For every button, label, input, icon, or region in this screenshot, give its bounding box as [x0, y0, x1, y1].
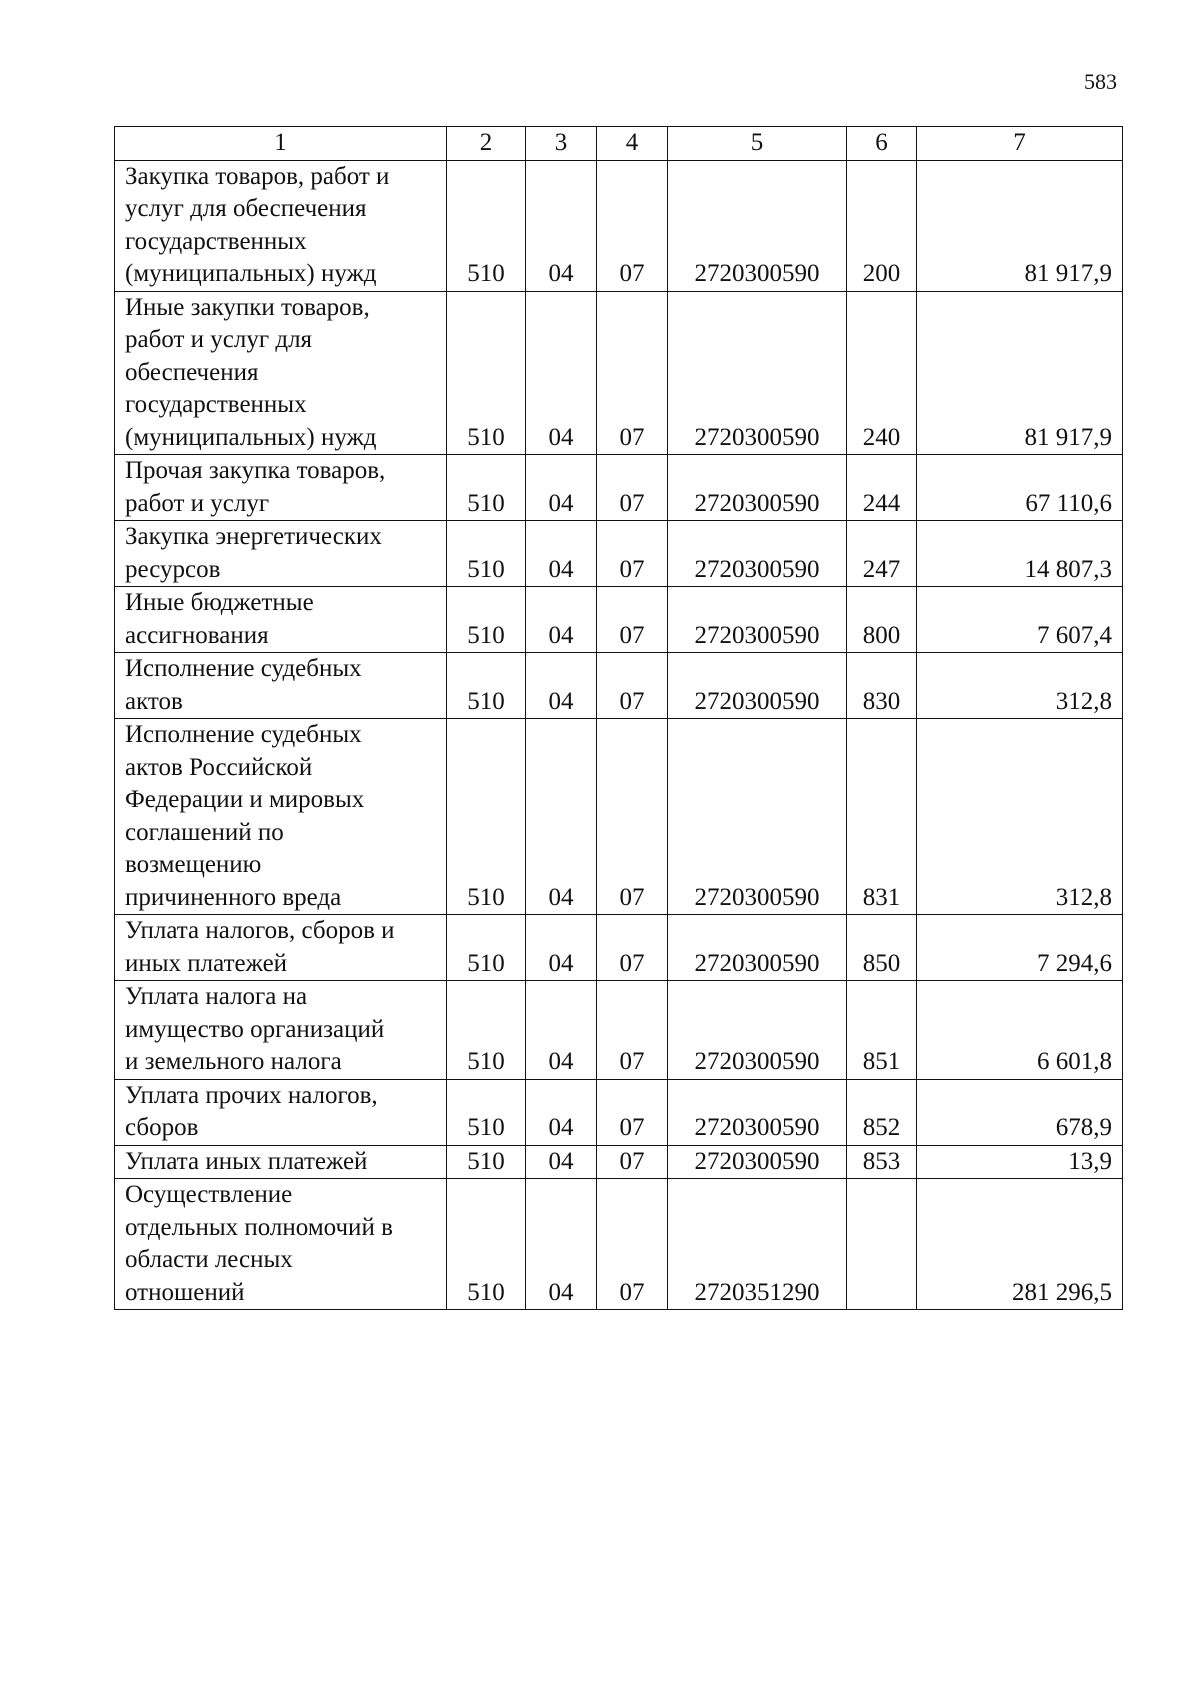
expense-name-line: государственных — [125, 227, 307, 255]
column-3-cell: 04 — [526, 521, 597, 587]
table-row — [115, 291, 1123, 455]
table-row — [115, 587, 1123, 653]
expense-name-cell — [115, 653, 447, 719]
expense-name-line: (муниципальных) нужд — [125, 423, 377, 451]
expense-name-cell — [115, 1079, 447, 1145]
amount-cell: 6 601,8 — [917, 981, 1123, 1080]
expense-name-line: Уплата налогов, сборов и — [125, 917, 395, 944]
amount-cell: 678,9 — [917, 1079, 1123, 1145]
table-row — [115, 1179, 1123, 1310]
expense-name-line: услуг для обеспечения — [125, 195, 367, 222]
column-6-cell: 831 — [847, 719, 917, 915]
column-2-cell: 510 — [447, 1179, 526, 1310]
column-header-6: 6 — [847, 127, 917, 161]
column-4-cell: 07 — [597, 719, 668, 915]
table-row — [115, 915, 1123, 981]
expense-name-cell — [115, 291, 447, 455]
expense-name-line: ассигнования — [125, 621, 269, 649]
expense-name-cell — [115, 981, 447, 1080]
column-5-cell: 2720300590 — [668, 719, 847, 915]
table-row — [115, 653, 1123, 719]
table-body — [115, 160, 1123, 1310]
expense-name-line: Прочая закупка товаров, — [125, 457, 386, 484]
column-6-cell: 200 — [847, 160, 917, 291]
amount-cell: 281 296,5 — [917, 1179, 1123, 1310]
column-header-3: 3 — [526, 127, 597, 161]
expense-name-cell — [115, 1179, 447, 1310]
column-2-cell: 510 — [447, 981, 526, 1080]
column-2-cell: 510 — [447, 719, 526, 915]
column-6-cell: 850 — [847, 915, 917, 981]
column-header-1: 1 — [115, 127, 447, 161]
column-5-cell: 2720300590 — [668, 455, 847, 521]
column-6-cell: 800 — [847, 587, 917, 653]
column-3-cell: 04 — [526, 719, 597, 915]
header-row — [115, 127, 1123, 161]
expense-name-line: сборов — [125, 1114, 199, 1141]
expense-name-line: Уплата прочих налогов, — [125, 1081, 378, 1109]
amount-cell: 312,8 — [917, 653, 1123, 719]
column-5-cell: 2720300590 — [668, 915, 847, 981]
budget-table — [114, 126, 1123, 1310]
column-4-cell: 07 — [597, 653, 668, 719]
column-4-cell: 07 — [597, 521, 668, 587]
column-header-7: 7 — [917, 127, 1123, 161]
expense-name-line: актов — [125, 687, 183, 715]
column-2-cell: 510 — [447, 160, 526, 291]
expense-name-line: отношений — [125, 1278, 245, 1306]
expense-name-cell — [115, 587, 447, 653]
expense-name-line: ресурсов — [125, 555, 221, 583]
expense-name-cell — [115, 160, 447, 291]
table-row — [115, 455, 1123, 521]
amount-cell: 81 917,9 — [917, 291, 1123, 455]
column-4-cell: 07 — [597, 1179, 668, 1310]
column-4-cell: 07 — [597, 1079, 668, 1145]
column-4-cell: 07 — [597, 981, 668, 1080]
expense-name-line: возмещению — [125, 851, 262, 878]
column-5-cell: 2720300590 — [668, 291, 847, 455]
expense-name-line: Закупка товаров, работ и — [125, 162, 390, 190]
column-6-cell: 830 — [847, 653, 917, 719]
column-2-cell: 510 — [447, 1079, 526, 1145]
column-2-cell: 510 — [447, 915, 526, 981]
column-4-cell: 07 — [597, 915, 668, 981]
expense-name-cell — [115, 1145, 447, 1179]
amount-cell: 13,9 — [917, 1145, 1123, 1179]
column-4-cell: 07 — [597, 1145, 668, 1179]
column-5-cell: 2720300590 — [668, 1145, 847, 1179]
column-4-cell: 07 — [597, 455, 668, 521]
amount-cell: 312,8 — [917, 719, 1123, 915]
expense-name-line: Уплата налога на — [125, 983, 308, 1010]
expense-name-line: Уплата иных платежей — [125, 1147, 368, 1175]
expense-name-line: Иные бюджетные — [125, 589, 314, 616]
expense-name-line: иных платежей — [125, 949, 288, 977]
column-header-2: 2 — [447, 127, 526, 161]
column-6-cell: 853 — [847, 1145, 917, 1179]
expense-name-line: отдельных полномочий в — [125, 1213, 393, 1241]
column-5-cell: 2720300590 — [668, 653, 847, 719]
column-3-cell: 04 — [526, 915, 597, 981]
expense-name-line: Федерации и мировых — [125, 786, 365, 813]
expense-name-line: области лесных — [125, 1246, 293, 1273]
expense-name-line: государственных — [125, 391, 307, 418]
expense-name-line: Иные закупки товаров, — [125, 293, 370, 321]
column-6-cell: 852 — [847, 1079, 917, 1145]
amount-cell: 7 294,6 — [917, 915, 1123, 981]
column-5-cell: 2720300590 — [668, 587, 847, 653]
column-6-cell: 244 — [847, 455, 917, 521]
column-4-cell: 07 — [597, 291, 668, 455]
column-2-cell: 510 — [447, 587, 526, 653]
table-row — [115, 160, 1123, 291]
expense-name-line: Осуществление — [125, 1181, 293, 1208]
expense-name-line: имущество организаций — [125, 1015, 385, 1043]
expense-name-cell — [115, 455, 447, 521]
column-5-cell: 2720351290 — [668, 1179, 847, 1310]
column-header-5: 5 — [668, 127, 847, 161]
expense-name-line: Исполнение судебных — [125, 655, 362, 682]
table-row — [115, 521, 1123, 587]
amount-cell: 14 807,3 — [917, 521, 1123, 587]
amount-cell: 7 607,4 — [917, 587, 1123, 653]
column-6-cell: 240 — [847, 291, 917, 455]
column-5-cell: 2720300590 — [668, 160, 847, 291]
table-row — [115, 719, 1123, 915]
column-6-cell: 851 — [847, 981, 917, 1080]
column-5-cell: 2720300590 — [668, 521, 847, 587]
expense-name-line: Закупка энергетических — [125, 523, 382, 550]
column-3-cell: 04 — [526, 653, 597, 719]
column-6-cell — [847, 1179, 917, 1310]
expense-name-line: работ и услуг — [125, 489, 270, 517]
column-2-cell: 510 — [447, 291, 526, 455]
expense-name-cell — [115, 521, 447, 587]
column-2-cell: 510 — [447, 455, 526, 521]
column-2-cell: 510 — [447, 1145, 526, 1179]
column-3-cell: 04 — [526, 455, 597, 521]
expense-name-line: соглашений по — [125, 818, 284, 846]
table-row — [115, 1145, 1123, 1179]
column-3-cell: 04 — [526, 1145, 597, 1179]
column-3-cell: 04 — [526, 587, 597, 653]
table-row — [115, 981, 1123, 1080]
column-header-4: 4 — [597, 127, 668, 161]
table-row — [115, 1079, 1123, 1145]
expense-name-cell — [115, 915, 447, 981]
column-5-cell: 2720300590 — [668, 1079, 847, 1145]
expense-name-line: Исполнение судебных — [125, 721, 362, 748]
expense-name-line: актов Российской — [125, 753, 313, 781]
page-number: 583 — [1084, 69, 1117, 94]
column-4-cell: 07 — [597, 587, 668, 653]
amount-cell: 81 917,9 — [917, 160, 1123, 291]
column-3-cell: 04 — [526, 1079, 597, 1145]
column-2-cell: 510 — [447, 653, 526, 719]
expense-name-line: и земельного налога — [125, 1048, 342, 1075]
column-2-cell: 510 — [447, 521, 526, 587]
expense-name-cell — [115, 719, 447, 915]
expense-name-line: работ и услуг для — [125, 326, 313, 353]
expense-name-line: обеспечения — [125, 358, 259, 386]
column-4-cell: 07 — [597, 160, 668, 291]
expense-name-line: (муниципальных) нужд — [125, 260, 377, 287]
column-3-cell: 04 — [526, 291, 597, 455]
column-3-cell: 04 — [526, 981, 597, 1080]
column-6-cell: 247 — [847, 521, 917, 587]
amount-cell: 67 110,6 — [917, 455, 1123, 521]
column-3-cell: 04 — [526, 160, 597, 291]
column-3-cell: 04 — [526, 1179, 597, 1310]
expense-name-line: причиненного вреда — [125, 883, 342, 911]
column-5-cell: 2720300590 — [668, 981, 847, 1080]
